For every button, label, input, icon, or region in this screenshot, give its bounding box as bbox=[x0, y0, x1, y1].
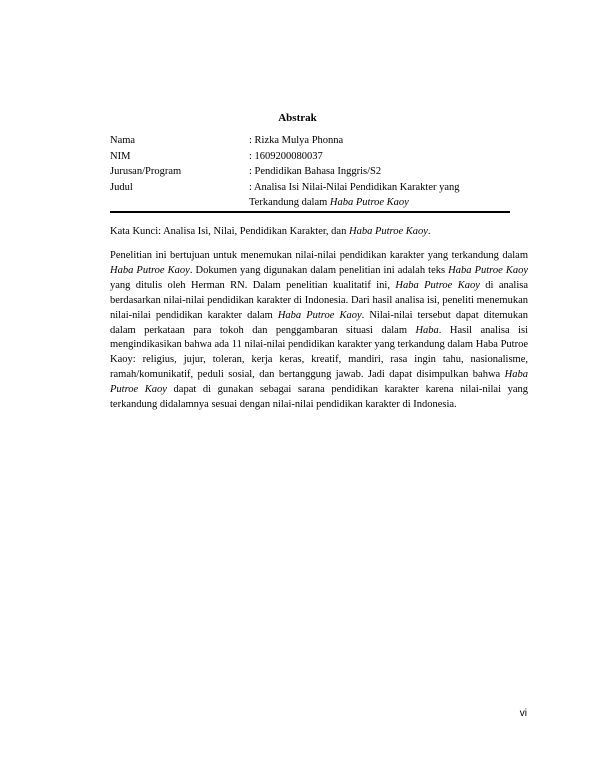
abstract-text: Penelitian ini bertujuan untuk menemukan nilai-nilai pendidikan karakter yang terkandung dalam bbox=[110, 250, 528, 261]
keywords-italic: Haba Putroe Kaoy bbox=[348, 226, 428, 237]
info-label: Nama bbox=[110, 135, 136, 146]
info-value: : Analisa Isi Nilai-Nilai Pendidikan Karakter yang bbox=[249, 181, 460, 193]
info-row-nim bbox=[110, 149, 510, 165]
abstract-italic: Haba Putroe Kaoy bbox=[110, 264, 190, 276]
abstract-italic: Haba Putroe Kaoy bbox=[110, 369, 528, 396]
abstract-text: dapat di gunakan sebagai sarana pendidikan karakter karena nilai-nilai yang terkandung didalamnya sesuai dengan nilai-nilai pendidikan karakter di Indonesia. bbox=[110, 384, 528, 411]
abstract-text: yang ditulis oleh Herman RN. Dalam penelitian kualitatif ini, bbox=[110, 279, 396, 291]
abstract-italic: Haba Putroe Kaoy bbox=[395, 279, 480, 291]
judul-title-italic: Haba Putroe Kaoy bbox=[329, 197, 409, 208]
divider-line bbox=[110, 211, 510, 213]
info-value: : Rizka Mulya Phonna bbox=[249, 135, 344, 146]
info-label-empty bbox=[110, 195, 249, 211]
keywords bbox=[110, 226, 530, 237]
abstract-title: Abstrak bbox=[278, 112, 317, 124]
page-number: vi bbox=[519, 708, 527, 719]
info-row-nama bbox=[110, 133, 510, 149]
abstract-text: . Hasil analisa isi mengindikasikan bahwa ada 11 nilai-nilai pendidikan karakter yang terkandung dalam Haba Putroe Kaoy: religius, jujur, toleran, kerja keras, kreatif, mandiri, rasa ingin tahu, nasionalisme, ramah/komunikatif, peduli sosial, dan bertanggung jawab. Jadi dapat disimpulkan bahwa bbox=[110, 324, 528, 381]
info-label: Judul bbox=[110, 181, 133, 193]
info-label: Jurusan/Program bbox=[110, 166, 182, 177]
abstract-text: . Dokumen yang digunakan dalam penelitian ini adalah teks bbox=[189, 264, 449, 276]
keywords-suffix: . bbox=[427, 226, 431, 237]
info-row-program bbox=[110, 164, 510, 180]
keywords-text: Kata Kunci: Analisa Isi, Nilai, Pendidikan Karakter, dan bbox=[110, 226, 349, 237]
info-value: : Pendidikan Bahasa Inggris/S2 bbox=[249, 166, 382, 177]
info-value: : 1609200080037 bbox=[249, 150, 323, 162]
abstract-italic: Haba Putroe Kaoy bbox=[448, 264, 529, 276]
abstract-text: di analisa berdasarkan nilai-nilai pendidikan karakter di Indonesia. Dari hasil analisa isi, peneliti menemukan nilai-nilai pendidikan karakter dalam bbox=[110, 279, 529, 321]
abstract-italic: Haba bbox=[415, 324, 439, 336]
student-info bbox=[110, 133, 510, 211]
info-row-judul bbox=[110, 180, 510, 196]
info-label: NIM bbox=[110, 150, 131, 162]
judul-text: Terkandung dalam bbox=[249, 197, 330, 208]
judul-continuation bbox=[249, 195, 510, 211]
info-row-judul-cont bbox=[110, 195, 510, 211]
abstract-paragraph bbox=[110, 249, 528, 413]
abstract-italic: Haba Putroe Kaoy bbox=[277, 309, 362, 321]
abstract-text: . Nilai-nilai tersebut dapat ditemukan dalam perkataan para tokoh dan penggambaran situasi dalam bbox=[110, 309, 528, 336]
